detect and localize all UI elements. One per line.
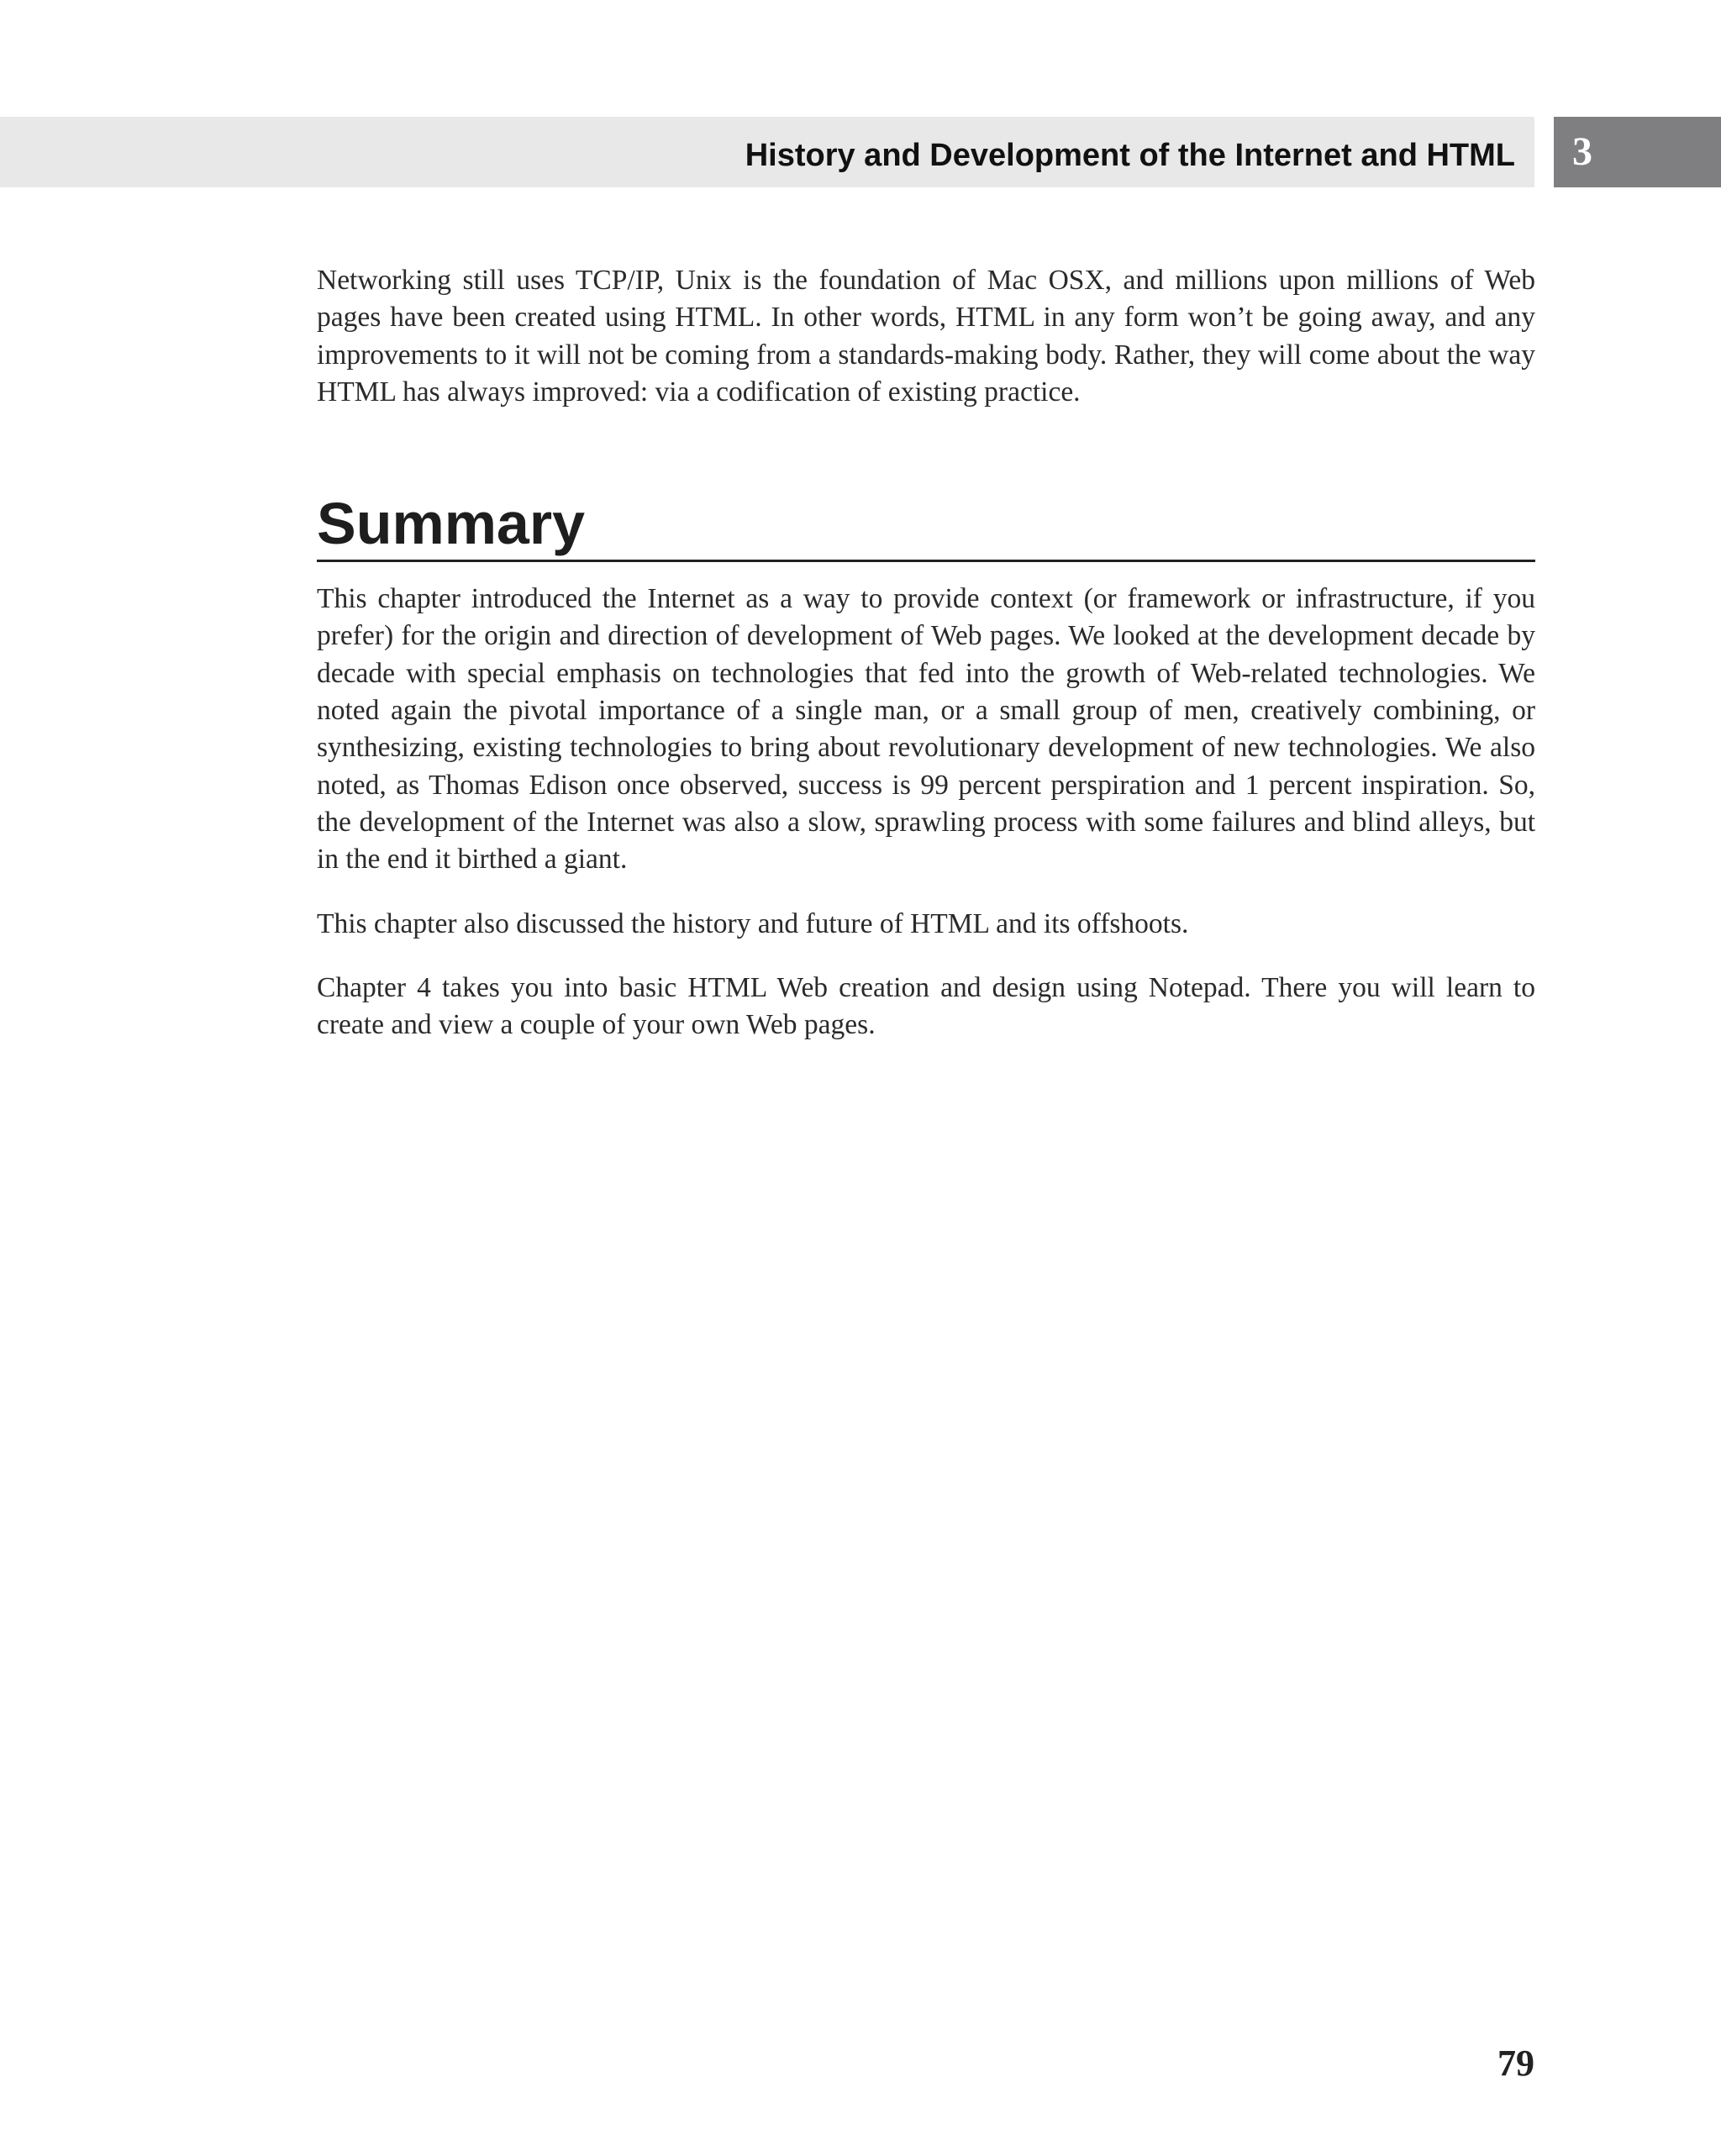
summary-paragraph: This chapter introduced the Internet as a way to provide context (or framework or infrastructure, if you prefer) for the origin and direction of development of Web pages. We looked at the development decade by decade with special emphasis on technologies that fed into the growth of Web-related technologies. We noted again the pivotal importance of a single man, or a small group of men, creatively combining, or synthesizing, existing technologies to bring about revolutionary development of new technologies. We also noted, as Thomas Edison once observed, success is 99 percent perspiration and 1 percent inspiration. So, the development of the Internet was also a slow, sprawling process with some failures and blind alleys, but in the end it birthed a giant.: [317, 583, 1535, 876]
section-heading: Summary: [317, 489, 1535, 562]
intro-paragraph: Networking still uses TCP/IP, Unix is the foundation of Mac OSX, and millions upon millions of Web pages have been created using HTML. In other words, HTML in any form won’t be going away, and any improvements to it will not be coming from a standards-making body. Rather, they will come about the way HTML has always improved: via a codification of existing practice.: [317, 265, 1535, 408]
chapter-tab: [1554, 117, 1721, 187]
page-content: [317, 262, 1535, 1044]
running-header-title: History and Development of the Internet and HTML: [745, 138, 1515, 173]
page-number: 79: [1497, 2043, 1534, 2084]
summary-paragraph: This chapter also discussed the history and future of HTML and its offshoots.: [317, 907, 1189, 939]
chapter-number: 3: [1572, 129, 1592, 174]
summary-paragraph: Chapter 4 takes you into basic HTML Web creation and design using Notepad. There you will learn to create and view a couple of your own Web pages.: [317, 971, 1535, 1041]
